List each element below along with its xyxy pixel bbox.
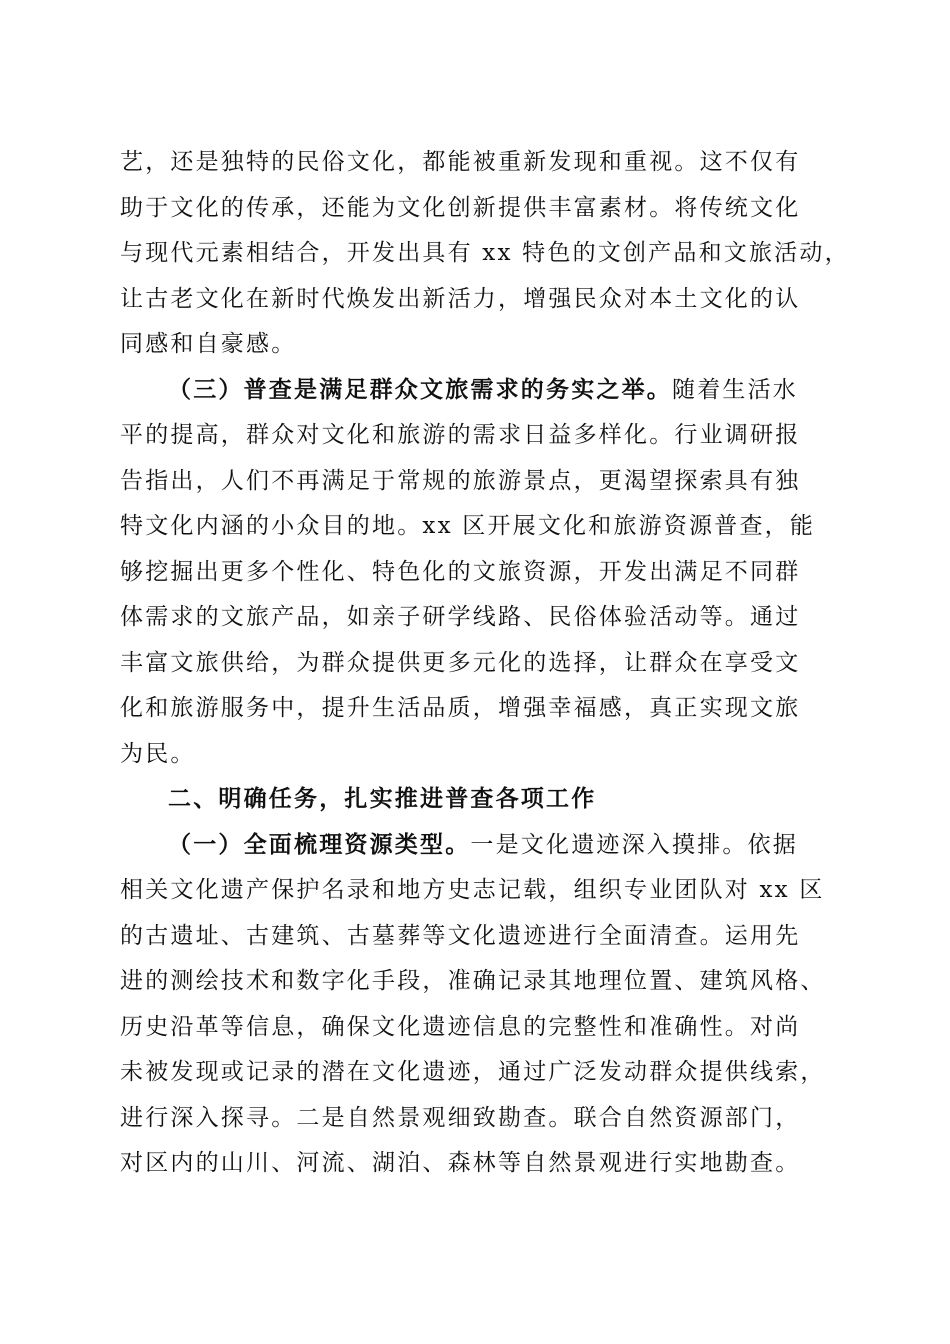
body-line: 对区内的山川、河流、湖泊、森林等自然景观进行实地勘查。 bbox=[120, 1150, 801, 1176]
body-line: 艺，还是独特的民俗文化，都能被重新发现和重视。这不仅有 bbox=[120, 149, 801, 175]
body-line: 助于文化的传承，还能为文化创新提供丰富素材。将传统文化 bbox=[120, 194, 801, 221]
body-line: 相关文化遗产保护名录和地方史志记载，组织专业团队对 xx 区 bbox=[120, 877, 825, 903]
section-one-title: （一）全面梳理资源类型。 bbox=[168, 831, 471, 858]
body-line: 历史沿革等信息，确保文化遗迹信息的完整性和准确性。对尚 bbox=[120, 1013, 801, 1040]
section-heading: 二、明确任务，扎实推进普查各项工作 bbox=[168, 786, 597, 812]
body-line: 让古老文化在新时代焕发出新活力，增强民众对本土文化的认 bbox=[120, 285, 801, 312]
body-line: 为民。 bbox=[120, 740, 196, 767]
body-line: 够挖掘出更多个性化、特色化的文旅资源，开发出满足不同群 bbox=[120, 558, 801, 585]
body-line: 丰富文旅供给，为群众提供更多元化的选择，让群众在享受文 bbox=[120, 649, 801, 676]
body-line: 告指出，人们不再满足于常规的旅游景点，更渴望探索具有独 bbox=[120, 467, 801, 494]
body-line: 进的测绘技术和数字化手段，准确记录其地理位置、建筑风格、 bbox=[120, 968, 826, 994]
body-line: 特文化内涵的小众目的地。xx 区开展文化和旅游资源普查，能 bbox=[120, 513, 816, 539]
body-line: 进行深入探寻。二是自然景观细致勘查。联合自然资源部门， bbox=[120, 1104, 801, 1131]
body-line: 未被发现或记录的潜在文化遗迹，通过广泛发动群众提供线索， bbox=[120, 1059, 826, 1085]
section-one-first-line bbox=[120, 823, 832, 869]
section-three-first-text: 随着生活水 bbox=[672, 376, 798, 403]
body-line: 同感和自豪感。 bbox=[120, 331, 297, 357]
body-line: 的古遗址、古建筑、古墓葬等文化遗迹进行全面清查。运用先 bbox=[120, 922, 801, 949]
body-line: 与现代元素相结合，开发出具有 xx 特色的文创产品和文旅活动， bbox=[120, 240, 850, 266]
body-line: 化和旅游服务中，提升生活品质，增强幸福感，真正实现文旅 bbox=[120, 695, 801, 721]
body-line: 体需求的文旅产品，如亲子研学线路、民俗体验活动等。通过 bbox=[120, 604, 801, 630]
section-three-title: （三）普查是满足群众文旅需求的务实之举。 bbox=[168, 376, 672, 403]
section-one-first-text: 一是文化遗迹深入摸排。依据 bbox=[470, 831, 799, 858]
body-line: 平的提高，群众对文化和旅游的需求日益多样化。行业调研报 bbox=[120, 422, 801, 448]
section-three-first-line bbox=[120, 368, 832, 414]
document-body bbox=[120, 140, 850, 1187]
